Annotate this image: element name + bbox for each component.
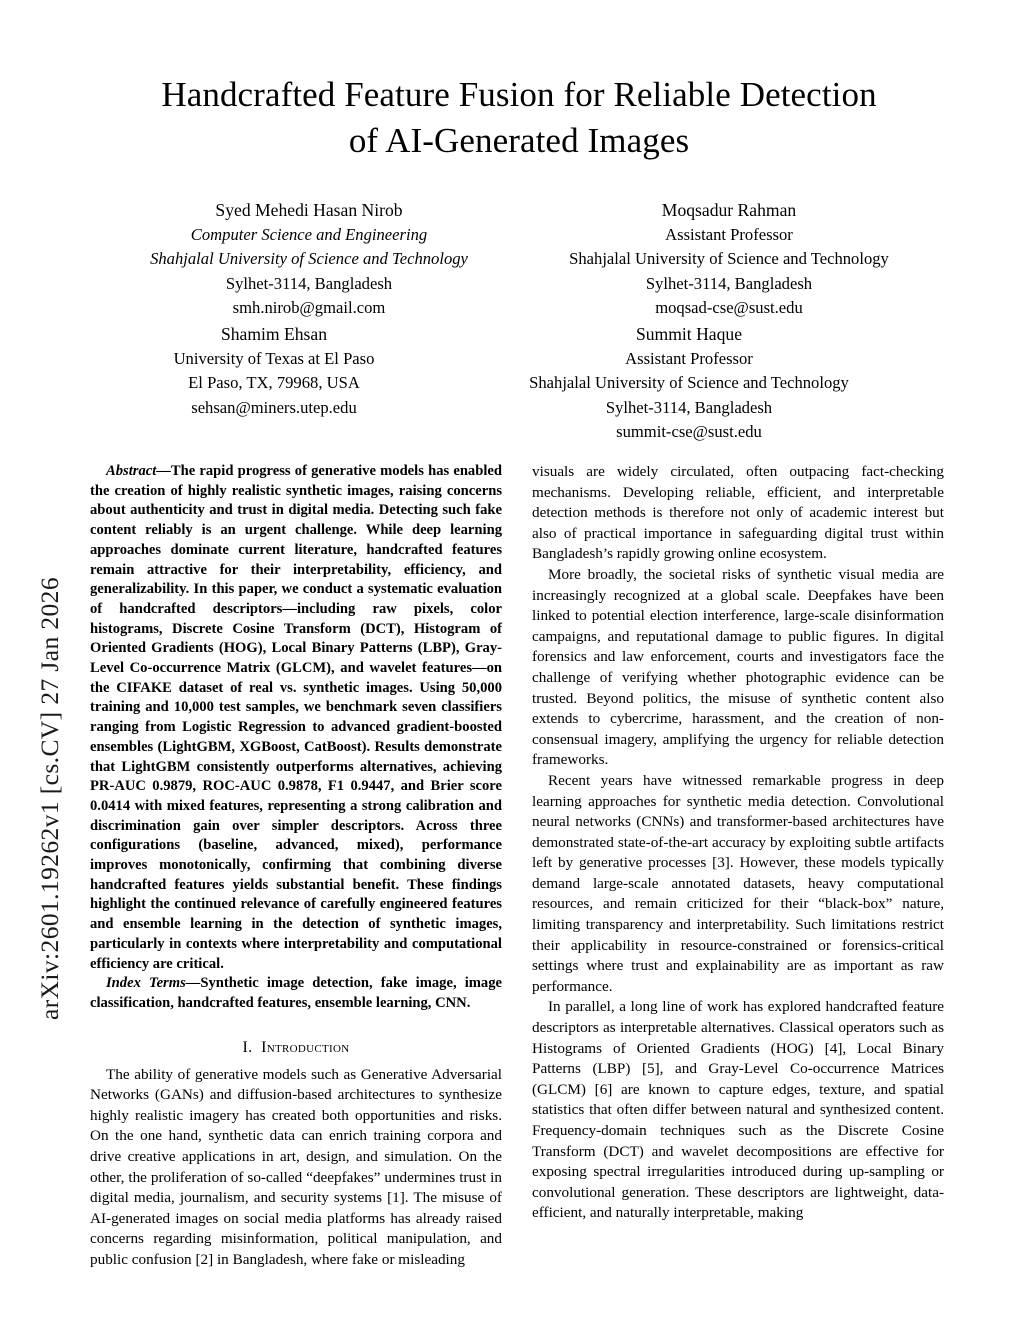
- author-block-2: [519, 198, 939, 321]
- author-location: Sylhet-3114, Bangladesh: [605, 397, 773, 417]
- author-block-1: [99, 198, 519, 321]
- author-department: Assistant Professor: [665, 224, 793, 244]
- author-location: Sylhet-3114, Bangladesh: [645, 273, 813, 293]
- title-line-1: Handcrafted Feature Fusion for Reliable Detection: [161, 75, 877, 114]
- author-email[interactable]: moqsad-cse@sust.edu: [655, 298, 803, 318]
- abstract-paragraph: [90, 462, 502, 974]
- authors-row-1: [86, 198, 952, 321]
- paragraph-right-3: Recent years have witnessed remarkable progress in deep learning approaches for synthetic media detection. Convolutional neural networks (CNNs) and transformer-based architectures have demonstrated state-of-the-art accuracy by exploiting subtle artifacts left by generative processes [3]. However, these models typically demand large-scale annotated datasets, heavy computational resources, and remain criticized for their “black-box” nature, limiting transparency and interpretability. Such limitations restrict their applicability in resource-constrained or forensics-critical settings where trust and explainability are as important as raw performance.: [532, 771, 944, 995]
- author-block-4: [474, 322, 904, 445]
- left-column: [90, 462, 503, 1269]
- author-department: Assistant Professor: [625, 348, 753, 368]
- author-block-3: [74, 322, 474, 445]
- author-name: Shamim Ehsan: [220, 324, 328, 344]
- author-name: Syed Mehedi Hasan Nirob: [215, 200, 403, 220]
- author-location: El Paso, TX, 79968, USA: [188, 373, 360, 393]
- author-email[interactable]: smh.nirob@gmail.com: [232, 298, 386, 318]
- author-email[interactable]: summit-cse@sust.edu: [616, 422, 762, 442]
- abstract-body: The rapid progress of generative models has enabled the creation of highly realistic synthetic images, raising concerns about authenticity and trust in digital media. Detecting such fake content reliably is an urgent challenge. While deep learning approaches dominate current literature, handcrafted features remain attractive for their interpretability, efficiency, and generalizability. In this paper, we conduct a systematic evaluation of handcrafted descriptors—including raw pixels, color histograms, Discrete Cosine Transform (DCT), Histogram of Oriented Gradients (HOG), Local Binary Patterns (LBP), Gray-Level Co-occurrence Matrix (GLCM), and wavelet features—on the CIFAKE dataset of real vs. synthetic images. Using 50,000 training and 10,000 test samples, we benchmark seven classifiers ranging from Logistic Regression to advanced gradient-boosted ensembles (LightGBM, XGBoost, CatBoost). Results demonstrate that LightGBM consistently outperforms alternatives, achieving PR-AUC 0.9879, ROC-AUC 0.9878, F1 0.9447, and Brier score 0.0414 with mixed features, representing a strong calibration and discrimination gain over simpler descriptors. Across three configurations (baseline, advanced, mixed), performance improves monotonically, confirming that combining diverse handcrafted features yields substantial benefit. These findings highlight the continued relevance of carefully engineered features and ensemble learning in the detection of synthetic images, particularly in contexts where interpretability and computational efficiency are critical.: [90, 463, 502, 972]
- index-terms-paragraph: [90, 974, 502, 1013]
- index-terms-label: Index Terms—: [106, 975, 201, 992]
- author-email[interactable]: sehsan@miners.utep.edu: [191, 397, 357, 417]
- author-institution: University of Texas at El Paso: [173, 348, 375, 368]
- author-institution: Shahjalal University of Science and Technology: [569, 249, 889, 269]
- right-column: [532, 462, 944, 1262]
- author-name: Moqsadur Rahman: [661, 200, 797, 220]
- paragraph-right-2: More broadly, the societal risks of synthetic visual media are increasingly recognized at a global scale. Deepfakes have been linked to potential election interference, large-scale disinformation campaigns, and reputational damage to public figures. In digital forensics and law enforcement, courts and investigators face the challenge of verifying whether photographic evidence can be trusted. Beyond politics, the misuse of synthetic content also extends to cybercrime, harassment, and the creation of non-consensual imagery, amplifying the urgency for reliable detection frameworks.: [532, 565, 944, 769]
- author-location: Sylhet-3114, Bangladesh: [225, 273, 393, 293]
- author-institution: Shahjalal University of Science and Technology: [150, 249, 468, 269]
- section-heading-introduction: [90, 1039, 502, 1057]
- author-name: Summit Haque: [635, 324, 743, 344]
- title-block: [86, 72, 952, 164]
- section-number: I.: [242, 1038, 253, 1056]
- arxiv-stamp: [0, 0, 70, 1325]
- index-terms-body: Synthetic image detection, fake image, image classification, handcrafted features, ensemble learning, CNN.: [90, 975, 503, 1011]
- author-department: Computer Science and Engineering: [190, 224, 428, 244]
- paragraph-intro-1: The ability of generative models such as Generative Adversarial Networks (GANs) and diffusion-based architectures to synthesize highly realistic imagery has created both opportunities and risks. On the one hand, synthetic data can enrich training corpora and drive creative applications in art, design, and simulation. On the other, the proliferation of so-called “deepfakes” undermines trust in digital media, journalism, and security systems [1]. The misuse of AI-generated images on social media platforms has already raised concerns regarding misinformation, political manipulation, and public confusion [2] in Bangladesh, where fake or misleading: [90, 1065, 502, 1269]
- page-title: [86, 72, 952, 164]
- arxiv-identifier-text: arXiv:2601.19262v1 [cs.CV] 27 Jan 2026: [35, 577, 64, 1020]
- author-institution: Shahjalal University of Science and Technology: [529, 373, 849, 393]
- section-title: Introduction: [261, 1038, 350, 1056]
- abstract-label: Abstract—: [106, 463, 171, 479]
- paragraph-right-4: In parallel, a long line of work has explored handcrafted feature descriptors as interpretable alternatives. Classical operators such as Histograms of Oriented Gradients (HOG) [4], Local Binary Patterns (LBP) [5], and Gray-Level Co-occurrence Matrices (GLCM) [6] are known to capture edges, texture, and spatial statistics that often differ between natural and synthesized content. Frequency-domain techniques such as the Discrete Cosine Transform (DCT) and wavelet decompositions are effective for exposing spectral irregularities introduced during up-sampling or convolutional generation. These descriptors are lightweight, data-efficient, and naturally interpretable, making: [532, 998, 944, 1222]
- body-columns: [90, 462, 944, 1269]
- paragraph-right-1: visuals are widely circulated, often outpacing fact-checking mechanisms. Developing reliable, efficient, and interpretable detection methods is therefore not only of academic interest but also of practical importance in safeguarding digital trust within Bangladesh’s rapidly growing online ecosystem.: [532, 463, 944, 563]
- authors-row-2: [56, 322, 922, 445]
- title-line-2: of AI-Generated Images: [348, 121, 690, 160]
